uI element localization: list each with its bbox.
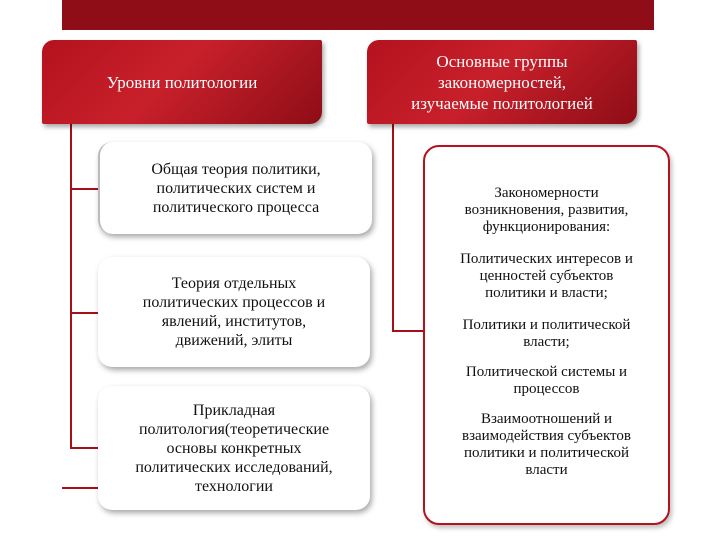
level-box-general-theory: [98, 142, 372, 234]
regularity-item: Взаимоотношений и взаимодействия субъектов политики и политической власти: [461, 411, 631, 478]
levels-header: [42, 40, 322, 124]
right-tree-vertical-line: [392, 124, 394, 332]
level-text: Общая теория политики, политических систем и политического процесса: [151, 160, 321, 216]
level-text: Теория отдельных политических процессов и явлений, институтов, движений, элиты: [142, 275, 326, 349]
top-decorative-bar: [62, 0, 654, 30]
connector-right-panel: [392, 330, 425, 332]
bottom-line: [62, 487, 98, 489]
level-box-particular-theory: [98, 257, 370, 367]
connector-level-2: [70, 312, 100, 314]
regularity-item: Политических интересов и ценностей субъектов политики и власти;: [460, 251, 633, 301]
regularity-item: Политики и политической власти;: [462, 317, 631, 350]
connector-level-3: [70, 447, 100, 449]
connector-level-1: [70, 188, 100, 190]
level-box-applied-politology: [98, 386, 370, 510]
regularities-header-text: Основные группы закономерностей, изучаемые политологией: [411, 51, 593, 113]
level-text: Прикладная политология(теоретические основы конкретных политических исследований, технологии: [135, 401, 333, 495]
regularities-panel: [423, 145, 670, 525]
levels-header-text: Уровни политологии: [106, 72, 258, 92]
regularity-item: Политической системы и процессов: [465, 364, 628, 397]
regularities-header: [367, 40, 637, 124]
left-tree-vertical-line: [70, 124, 72, 449]
regularities-intro: Закономерности возникновения, развития, функционирования:: [464, 185, 629, 235]
